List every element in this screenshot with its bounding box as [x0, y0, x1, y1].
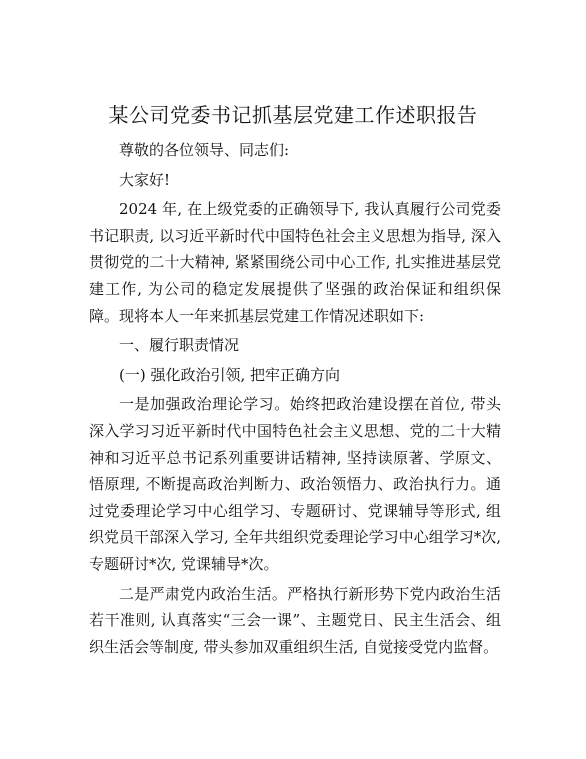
intro-paragraph: 2024 年, 在上级党委的正确领导下, 我认真履行公司党委书记职责, 以习近平新时代中国特色社会主义思想为指导, 深入贯彻党的二十大精神, 紧紧围绕公司中心工作, 扎实推进基层党建工作, 为公司的稳定发展提供了坚强的政治保证和组织保障。现将本人一年来抓基层党建工作情况述职如下:	[89, 200, 501, 325]
paragraph-political-study: 一是加强政治理论学习。始终把政治建设摆在首位, 带头深入学习习近平新时代中国特色社会主义思想、党的二十大精神和习近平总书记系列重要讲话精神, 坚持读原著、学原文、悟原理, 不断提高政治判断力、政治领悟力、政治执行力。通过党委理论学习中心组学习、专题研讨、党课辅导等形式, 组织党员干部深入学习, 全年共组织党委理论学习中心组学习*次, 专题研讨*次, 党课辅导*次。	[89, 395, 501, 573]
document-title: 某公司党委书记抓基层党建工作述职报告	[108, 103, 478, 127]
subsection-heading: (一) 强化政治引领, 把牢正确方向	[119, 365, 341, 384]
section-heading: 一、履行职责情况	[119, 336, 240, 355]
salutation: 尊敬的各位领导、同志们:	[119, 141, 290, 159]
paragraph-party-life: 二是严肃党内政治生活。严格执行新形势下党内政治生活若干准则, 认真落实“三会一课”、主题党日、民主生活会、组织生活会等制度, 带头参加双重组织生活, 自觉接受党内监督。	[89, 584, 501, 656]
greeting: 大家好!	[119, 170, 171, 189]
document-body	[89, 137, 501, 660]
